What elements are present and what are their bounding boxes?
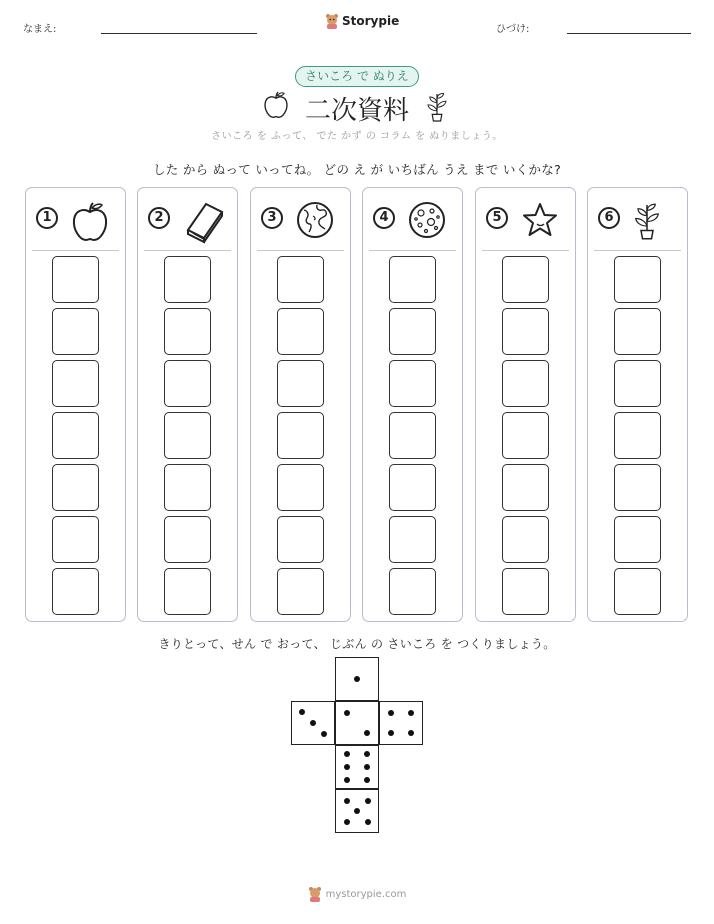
die-pip — [344, 798, 350, 804]
color-cell[interactable] — [502, 464, 549, 511]
column-header — [148, 202, 230, 242]
die-pip — [388, 710, 394, 716]
column-number: 5 — [486, 207, 508, 229]
color-cell[interactable] — [502, 308, 549, 355]
color-cell[interactable] — [164, 516, 211, 563]
color-cell[interactable] — [502, 412, 549, 459]
die-pip — [354, 808, 360, 814]
color-cell[interactable] — [502, 360, 549, 407]
color-cell[interactable] — [277, 256, 324, 303]
storypie-mascot-icon — [325, 13, 339, 29]
color-cell[interactable] — [52, 256, 99, 303]
plant-icon — [632, 200, 662, 244]
die-face-6 — [335, 745, 379, 789]
die-pip — [388, 730, 394, 736]
column-header — [373, 202, 455, 242]
page-title: 二次資料 — [304, 96, 409, 126]
die-pip — [408, 730, 414, 736]
die-face-4 — [379, 701, 423, 745]
apple-icon — [262, 90, 290, 120]
column-3 — [250, 187, 351, 622]
color-cell[interactable] — [502, 256, 549, 303]
logo-text: Storypie — [342, 14, 400, 28]
color-cell[interactable] — [277, 516, 324, 563]
die-face-3 — [291, 701, 335, 745]
die-pip — [344, 819, 350, 825]
die-face-5 — [335, 789, 379, 833]
column-header — [36, 202, 118, 242]
column-5 — [475, 187, 576, 622]
die-pip — [364, 764, 370, 770]
instruction: した から ぬって いってね。 どの え が いちばん うえ まで いくかな? — [152, 162, 562, 177]
storypie-mascot-icon — [308, 886, 322, 902]
column-1 — [25, 187, 126, 622]
color-cell[interactable] — [614, 308, 661, 355]
dice-coloring-pill: さいころ で ぬりえ — [295, 66, 419, 87]
color-cell[interactable] — [614, 464, 661, 511]
die-pip — [354, 676, 360, 682]
name-label: なまえ: — [23, 24, 57, 35]
die-pip — [344, 764, 350, 770]
die-pip — [321, 731, 327, 737]
die-pip — [408, 710, 414, 716]
color-cell[interactable] — [164, 256, 211, 303]
star-icon — [520, 200, 560, 244]
color-cell[interactable] — [389, 464, 436, 511]
color-cell[interactable] — [277, 308, 324, 355]
column-number: 1 — [36, 207, 58, 229]
die-pip — [364, 751, 370, 757]
color-cell[interactable] — [389, 516, 436, 563]
color-cell[interactable] — [52, 412, 99, 459]
subtitle: さいころ を ふって、 でた かず の コラム を ぬりましょう。 — [211, 131, 503, 142]
die-pip — [310, 720, 316, 726]
die-face-2 — [335, 701, 379, 745]
column-2 — [137, 187, 238, 622]
column-divider — [257, 250, 344, 251]
date-label: ひづけ: — [496, 24, 530, 35]
color-cell[interactable] — [52, 568, 99, 615]
column-4 — [362, 187, 463, 622]
column-header — [261, 202, 343, 242]
die-pip — [365, 819, 371, 825]
color-cell[interactable] — [389, 360, 436, 407]
color-cell[interactable] — [277, 464, 324, 511]
column-divider — [144, 250, 231, 251]
logo — [325, 13, 399, 29]
color-cell[interactable] — [164, 308, 211, 355]
color-cell[interactable] — [52, 308, 99, 355]
column-number: 6 — [598, 207, 620, 229]
color-cell[interactable] — [164, 412, 211, 459]
column-divider — [369, 250, 456, 251]
color-cell[interactable] — [389, 568, 436, 615]
color-cell[interactable] — [614, 256, 661, 303]
color-cell[interactable] — [277, 360, 324, 407]
column-divider — [482, 250, 569, 251]
die-face-1 — [335, 657, 379, 701]
column-divider — [594, 250, 681, 251]
column-divider — [32, 250, 119, 251]
column-number: 3 — [261, 207, 283, 229]
color-cell[interactable] — [389, 412, 436, 459]
column-header — [486, 202, 568, 242]
color-cell[interactable] — [52, 516, 99, 563]
color-cell[interactable] — [389, 308, 436, 355]
die-pip — [364, 730, 370, 736]
die-pip — [344, 710, 350, 716]
footer — [0, 886, 714, 902]
color-cell[interactable] — [52, 360, 99, 407]
color-cell[interactable] — [164, 464, 211, 511]
color-cell[interactable] — [614, 360, 661, 407]
column-number: 2 — [148, 207, 170, 229]
column-number: 4 — [373, 207, 395, 229]
color-cell[interactable] — [52, 464, 99, 511]
die-pip — [344, 777, 350, 783]
date-line — [567, 33, 691, 34]
die-pip — [364, 777, 370, 783]
column-header — [598, 202, 680, 242]
name-line — [101, 33, 257, 34]
book-icon — [182, 200, 226, 248]
apple-icon — [70, 200, 110, 248]
color-cell[interactable] — [614, 412, 661, 459]
color-cell[interactable] — [277, 412, 324, 459]
color-cell[interactable] — [277, 568, 324, 615]
color-cell[interactable] — [614, 516, 661, 563]
die-pip — [365, 798, 371, 804]
plant-icon — [425, 90, 449, 122]
color-cell[interactable] — [502, 516, 549, 563]
color-cell[interactable] — [164, 568, 211, 615]
color-cell[interactable] — [164, 360, 211, 407]
die-pip — [299, 709, 305, 715]
earth-icon — [295, 200, 335, 244]
die-pip — [344, 751, 350, 757]
column-6 — [587, 187, 688, 622]
color-cell[interactable] — [389, 256, 436, 303]
cut-instruction: きりとって、せん で おって、 じぶん の さいころ を つくりましょう。 — [158, 637, 556, 651]
footer-url: mystorypie.com — [325, 888, 407, 900]
color-cell[interactable] — [614, 568, 661, 615]
color-cell[interactable] — [502, 568, 549, 615]
moon-icon — [407, 200, 447, 244]
